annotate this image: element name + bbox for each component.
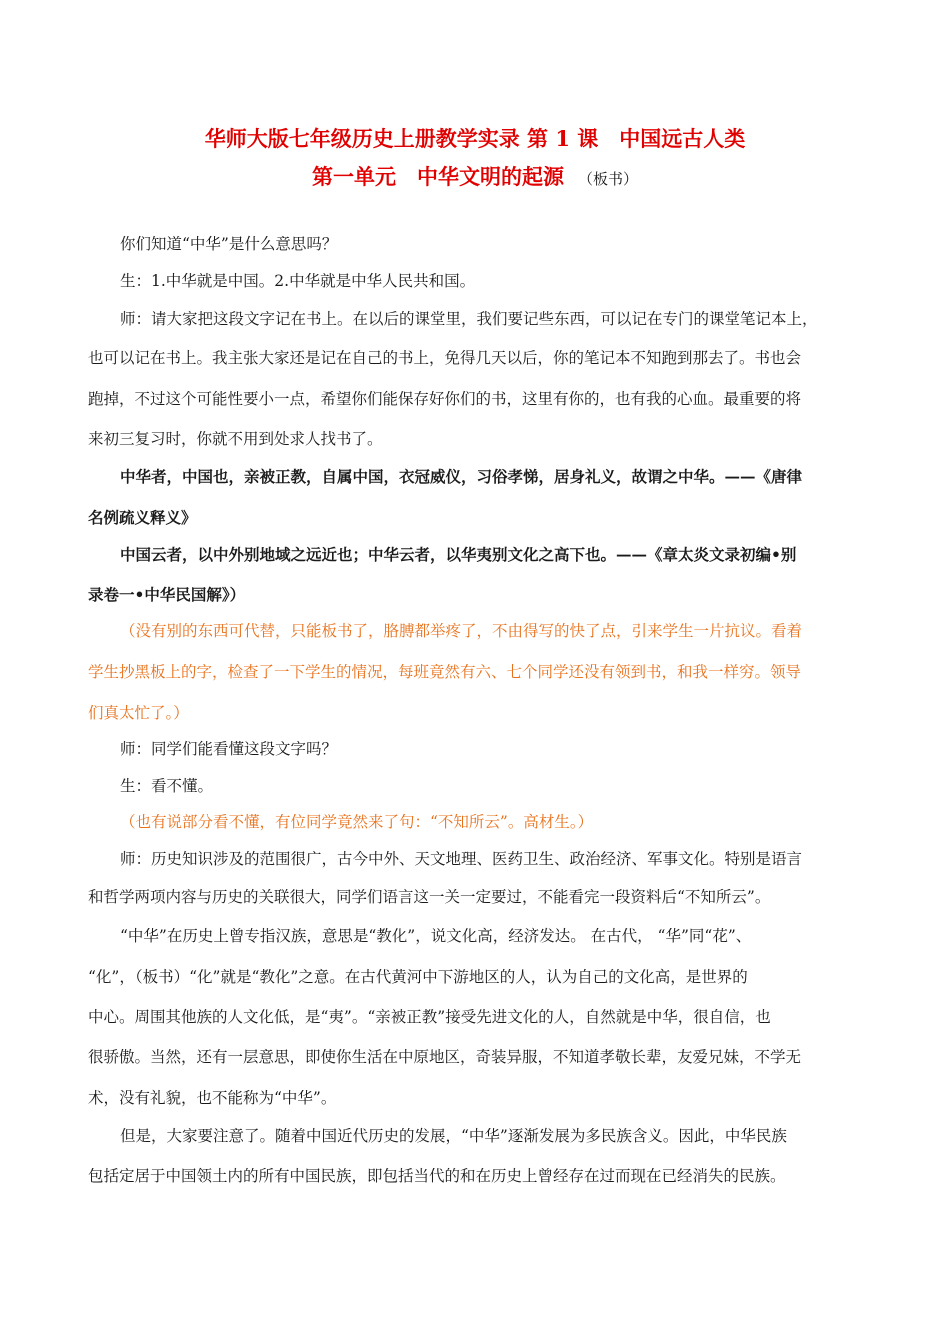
teacher-note-line: 学生抄黑板上的字，检查了一下学生的情况，每班竟然有六、七个同学还没有领到书，和我一样穷。领导 bbox=[88, 663, 802, 681]
paragraph-line: 生：1.中华就是中国。2.中华就是中华人民共和国。 bbox=[120, 272, 476, 290]
quote-line: 中华者，中国也，亲被正教，自属中国，衣冠威仪，习俗孝悌，居身礼义，故谓之中华。——《唐律 bbox=[120, 467, 803, 486]
paragraph-line: 包括定居于中国领土内的所有中国民族，即包括当代的和在历史上曾经存在过而现在已经消失的民族。 bbox=[88, 1167, 786, 1185]
paragraph-line: 师：请大家把这段文字记在书上。在以后的课堂里，我们要记些东西，可以记在专门的课堂笔记本上， bbox=[120, 310, 818, 328]
paragraph-line: “中华”在历史上曾专指汉族，意思是“教化”，说文化高，经济发达。 在古代， “华”同“花”、 bbox=[120, 927, 752, 945]
paragraph-line: 生：看不懂。 bbox=[120, 777, 214, 795]
document-title: 华师大版七年级历史上册教学实录 第 1 课 中国远古人类 bbox=[204, 126, 746, 151]
paragraph-line: 但是，大家要注意了。随着中国近代历史的发展，“中华”逐渐发展为多民族含义。因此，中华民族 bbox=[120, 1127, 787, 1145]
paragraph-line: 和哲学两项内容与历史的关联很大，同学们语言这一关一定要过，不能看完一段资料后“不知所云”。 bbox=[88, 888, 771, 906]
quote-line: 录卷一•中华民国解》） bbox=[88, 585, 246, 604]
paragraph-line: 来初三复习时，你就不用到处求人找书了。 bbox=[88, 430, 383, 448]
quote-line: 中国云者，以中外别地域之远近也；中华云者，以华夷别文化之高下也。——《章太炎文录初编•别 bbox=[120, 545, 797, 564]
unit-title: 第一单元 中华文明的起源 bbox=[311, 164, 564, 189]
board-note: （板书） bbox=[577, 170, 638, 188]
paragraph-line: 中心。周围其他族的人文化低，是“夷”。“亲被正教”接受先进文化的人，自然就是中华，很自信，也 bbox=[88, 1008, 771, 1026]
paragraph-line: 师：同学们能看懂这段文字吗？ bbox=[120, 740, 338, 758]
paragraph-line: 你们知道“中华”是什么意思吗？ bbox=[120, 235, 338, 253]
teacher-note-line: （也有说部分看不懂，有位同学竟然来了句：“不知所云”。高材生。） bbox=[120, 813, 594, 831]
document-subtitle bbox=[0, 161, 950, 191]
teacher-note-line: （没有别的东西可代替，只能板书了，胳膊都举疼了，不由得写的快了点，引来学生一片抗议。看着 bbox=[120, 622, 803, 640]
paragraph-line: 也可以记在书上。我主张大家还是记在自己的书上，免得几天以后，你的笔记本不知跑到那去了。书也会 bbox=[88, 349, 802, 367]
quote-line: 名例疏义释义》 bbox=[88, 508, 197, 527]
paragraph-line: 跑掉，不过这个可能性要小一点，希望你们能保存好你们的书，这里有你的，也有我的心血。最重要的将 bbox=[88, 390, 802, 408]
teacher-note-line: 们真太忙了。） bbox=[88, 704, 189, 722]
paragraph-line: 很骄傲。当然，还有一层意思，即使你生活在中原地区，奇装异服，不知道孝敬长辈，友爱兄妹，不学无 bbox=[88, 1048, 802, 1066]
paragraph-line: “化”，（板书）“化”就是“教化”之意。在古代黄河中下游地区的人，认为自己的文化高，是世界的 bbox=[88, 968, 748, 986]
paragraph-line: 术，没有礼貌，也不能称为“中华”。 bbox=[88, 1089, 337, 1107]
paragraph-line: 师：历史知识涉及的范围很广，古今中外、天文地理、医药卫生、政治经济、军事文化。特别是语言 bbox=[120, 850, 803, 868]
